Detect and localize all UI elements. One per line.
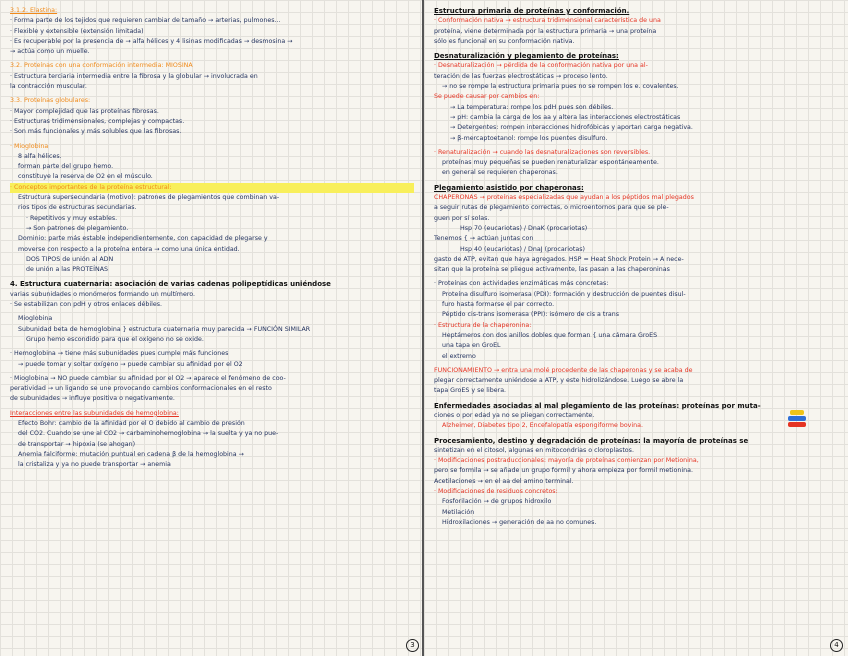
right-note-line: Estructura primaria de proteínas y conformación. [434, 7, 630, 15]
right-note-line: Hsp 70 (eucariotas) / DnaK (procariotas) [460, 224, 588, 232]
right-note-line: el extremo [442, 352, 476, 360]
right-note-line: plegar correctamente uniéndose a ATP, y este hidrolizándose. Luego se abre la [434, 377, 684, 385]
left-note-line: DOS TIPOS de unión al ADN [26, 255, 114, 263]
left-note-line: Subunidad beta de hemoglobina } estructura cuaternaria muy parecida → FUNCIÓN SIMILAR [18, 325, 311, 333]
right-note-line: Hsp 40 (eucariotas) / DnaJ (procariotas) [460, 245, 585, 253]
right-note-line: · Desnaturalización → pérdida de la conformación nativa por una al- [434, 62, 648, 70]
left-note-line: · Se estabilizan con pdH y otros enlaces débiles. [10, 301, 163, 309]
left-note-line: Dominio: parte más estable independientemente, con capacidad de plegarse y [18, 235, 268, 243]
right-note-line: Se puede causar por cambios en: [434, 93, 540, 101]
left-note-line: rios tipos de estructuras secundarias. [18, 204, 137, 212]
left-note-line: · Estructuras tridimensionales, complejas y compactas. [10, 117, 185, 125]
left-note-line: constituye la reserva de O2 en el músculo. [18, 173, 153, 181]
right-note-line: Procesamiento, destino y degradación de proteínas: la mayoría de proteínas se [434, 436, 749, 445]
left-note-line: la cristaliza y ya no puede transportar → anemia [18, 461, 171, 469]
right-note-line: proteína, viene determinada por la estructura primaria → una proteína [434, 27, 657, 35]
left-note-line: · Conceptos importantes de la proteína estructural: [10, 183, 414, 193]
page-number-right: 4 [830, 639, 843, 652]
left-note-line: · Son más funcionales y más solubles que las fibrosas. [10, 128, 182, 136]
right-note-line: · Proteínas con actividades enzimáticas más concretas: [434, 280, 609, 288]
left-note-line: · Es recuperable por la presencia de → alfa hélices y 4 lisinas modificadas → desmosina → [10, 37, 293, 45]
left-note-line: varias subunidades o monómeros formando un multímero. [10, 290, 196, 298]
right-note-line: una tapa en GroEL [442, 342, 501, 350]
left-note-line: Anemia falciforme: mutación puntual en cadena β de la hemoglobina → [18, 450, 244, 458]
left-note-line: Efecto Bohr: cambio de la afinidad por el O debido al cambio de presión [18, 419, 245, 427]
left-note-line: · Mioglobina → NO puede cambiar su afinidad por el O2 → aparece el fenómeno de coo- [10, 374, 286, 382]
right-note-line: → Detergentes: rompen interacciones hidrofóbicas y aportan carga negativa. [450, 124, 693, 132]
right-note-line: → β-mercaptoetanol: rompe los puentes disulfuro. [450, 134, 608, 142]
right-note-line: proteínas muy pequeñas se pueden renaturalizar espontáneamente. [442, 159, 659, 167]
left-note-line: peratividad → un ligando se une provocando cambios conformacionales en el resto [10, 385, 272, 393]
right-note-line: Plegamiento asistido por chaperonas: [434, 183, 584, 192]
right-note-line: sintetizan en el citosol, algunas en mitocondrias o cloroplastos. [434, 446, 634, 454]
right-note-line: guen por sí solas. [434, 214, 490, 222]
right-note-line: Enfermedades asociadas al mal plegamiento de las proteínas: proteínas por muta- [434, 401, 761, 410]
right-note-line: Alzheimer, Diabetes tipo 2, Encefalopatía espongiforme bovina. [442, 422, 644, 430]
left-note-line: · Repetitivos y muy estables. [26, 214, 118, 222]
left-note-line: de unión a las PROTEÍNAS [26, 266, 109, 274]
right-note-line: sólo es funcional en su conformación nativa. [434, 37, 575, 45]
page-number-left: 3 [406, 639, 419, 652]
right-note-line: → no se rompe la estructura primaria pues no se rompen los e. covalentes. [442, 83, 679, 91]
right-note-line: · Modificaciones de residuos concretos: [434, 488, 558, 496]
left-note-line: moverse con respecto a la proteína entera → como una única entidad. [18, 245, 240, 253]
right-note-line: Fosforilación → de grupos hidroxilo [442, 498, 552, 506]
left-note-line: del CO2. Cuando se une al CO2 → carbaminohemoglobina → la suelta y ya no pue- [18, 430, 279, 438]
right-note-line: teración de las fuerzas electrostáticas → proceso lento. [434, 72, 608, 80]
right-note-line: · Modificaciones postraduccionales: mayoría de proteínas comienzan por Metionina, [434, 457, 699, 465]
right-note-line: · Renaturalización → cuando las desnaturalizaciones son reversibles. [434, 148, 651, 156]
right-note-line: → pH: cambia la carga de los aa y altera las interacciones electrostáticas [450, 113, 681, 121]
left-note-line: de transportar → hipoxia (se ahogan) [18, 440, 136, 448]
right-note-line: Acetilaciones → en el aa del amino terminal. [434, 477, 574, 485]
right-note-line: gasto de ATP, evitan que haya agregados. HSP = Heat Shock Protein → A nece- [434, 255, 684, 263]
right-note-line: en general se requieren chaperonas. [442, 169, 558, 177]
left-note-line: Grupo hemo escondido para que el oxígeno no se oxide. [26, 335, 204, 343]
right-note-line: Heptámeros con dos anillos dobles que forman { una cámara GroES [442, 331, 658, 339]
right-note-line: · Conformación nativa → estructura tridimensional característica de una [434, 17, 661, 25]
right-note-line: · Estructura de la chaperonina: [434, 321, 532, 329]
right-note-line: Hidroxilaciones → generación de aa no comunes. [442, 518, 597, 526]
right-note-line: Desnaturalización y plegamiento de proteínas: [434, 52, 619, 61]
left-note-line: Estructura supersecundaria (motivo): patrones de plegamientos que combinan va- [18, 194, 280, 202]
right-note-line: ciones o por edad ya no se pliegan correctamente. [434, 411, 595, 419]
left-notes-body [10, 6, 414, 470]
left-note-line: · Mayor complejidad que las proteínas fibrosas. [10, 107, 159, 115]
right-note-line: Péptido cis-trans isomerasa (PPI): isómero de cis a trans [442, 311, 620, 319]
right-note-line: → La temperatura: rompe los pdH pues son débiles. [450, 103, 614, 111]
left-note-line: → Son patrones de plegamiento. [26, 224, 129, 232]
right-note-line: sitan que la proteína se pliegue activamente, las pasan a las chaperoninas [434, 266, 670, 274]
right-note-line: pero se formila → se añade un grupo formil y ahora empieza por formil metionina. [434, 467, 693, 475]
right-note-line: Tenemos { → actúan juntas con [434, 235, 534, 243]
right-note-line: CHAPERONAS → proteínas especializadas que ayudan a los péptidos mal plegados [434, 194, 694, 202]
chaperonin-doodle-icon [786, 408, 808, 430]
left-note-line: · Mioglobina [10, 142, 49, 150]
right-note-line: Metilación [442, 508, 475, 516]
left-note-line: · Forma parte de los tejidos que requieren cambiar de tamaño → arterias, pulmones... [10, 17, 281, 25]
right-note-line: FUNCIONAMIENTO → entra una molé procedente de las chaperonas y se acaba de [434, 366, 693, 374]
left-note-line: de subunidades → influye positiva o negativamente. [10, 395, 175, 403]
left-note-line: · Hemoglobina → tiene más subunidades pues cumple más funciones [10, 350, 229, 358]
left-note-line: · Flexible y extensible (extensión limitada) [10, 27, 144, 35]
left-note-line: Mioglobina [18, 315, 53, 323]
left-note-line: 3.2. Proteínas con una conformación intermedia: MIOSINA [10, 62, 193, 70]
left-note-line: → actúa como un muelle. [10, 48, 90, 56]
left-note-line: Interacciones entre las subunidades de hemoglobina: [10, 409, 179, 417]
left-note-line: 3.3. Proteínas globulares: [10, 97, 91, 105]
left-note-line: la contracción muscular. [10, 83, 87, 91]
left-note-line: 4. Estructura cuaternaria: asociación de varias cadenas polipeptídicas uniéndose [10, 280, 331, 289]
right-note-line: tapa GroES y se libera. [434, 387, 507, 395]
right-notes-body [434, 6, 838, 528]
right-note-line: furo hasta formarse el par correcto. [442, 301, 555, 309]
right-note-line: Proteína disulfuro isomerasa (PDI): formación y destrucción de puentes disul- [442, 290, 686, 298]
left-note-line: forman parte del grupo hemo. [18, 163, 114, 171]
left-note-line: 3.1.2. Elastina: [10, 7, 58, 14]
left-note-line: · Estructura terciaria intermedia entre la fibrosa y la globular → involucrada en [10, 72, 258, 80]
left-note-line: 8 alfa hélices. [18, 152, 62, 160]
right-note-line: a seguir rutas de plegamiento correctas, o microentornos para que se ple- [434, 204, 669, 212]
right-notes-page [424, 0, 848, 656]
left-note-line: → puede tomar y soltar oxígeno → puede cambiar su afinidad por el O2 [18, 360, 243, 368]
